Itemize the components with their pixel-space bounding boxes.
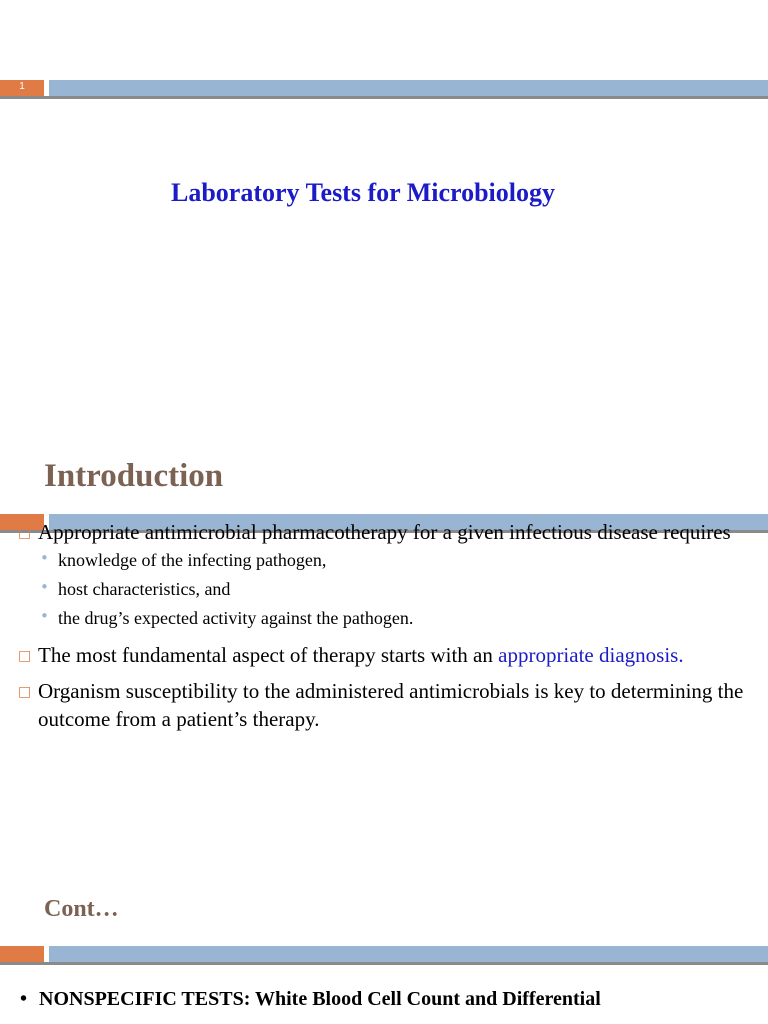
bullet-item xyxy=(0,518,748,546)
bullet-item xyxy=(0,677,748,733)
dot-bullet-icon: • xyxy=(40,607,49,625)
slide3-bar-shadow xyxy=(0,962,768,965)
header-bar-shadow xyxy=(0,96,768,99)
bullet-dot-icon: • xyxy=(20,988,28,1010)
dot-bullet-icon: • xyxy=(40,578,49,596)
sub-bullet-item xyxy=(0,575,768,604)
square-bullet-icon: □ xyxy=(18,648,32,664)
slide-number: 1 xyxy=(19,81,25,92)
square-bullet-icon: □ xyxy=(18,525,32,541)
introduction-content xyxy=(0,518,768,733)
introduction-heading: Introduction xyxy=(44,458,224,494)
sub-bullet-text: the drug’s expected activity against the pathogen. xyxy=(58,608,414,628)
nonspecific-tests-bullet xyxy=(20,988,601,1011)
sub-bullet-text: host characteristics, and xyxy=(58,579,231,599)
header-bar-blue xyxy=(49,80,768,96)
bullet-text: Appropriate antimicrobial pharmacotherapy for a given infectious disease requires xyxy=(38,520,731,544)
slide3-bar-blue xyxy=(49,946,768,962)
bullet-text: Organism susceptibility to the administered antimicrobials is key to determining the outcome from a patient’s therapy. xyxy=(38,679,744,731)
sub-bullet-item xyxy=(0,604,768,633)
square-bullet-icon: □ xyxy=(18,684,32,700)
bullet-item xyxy=(0,641,748,669)
dot-bullet-icon: • xyxy=(40,549,49,567)
bullet-text: NONSPECIFIC TESTS: White Blood Cell Count and Differential xyxy=(39,988,601,1010)
cont-heading: Cont… xyxy=(44,896,119,922)
sub-bullet-text: knowledge of the infecting pathogen, xyxy=(58,550,327,570)
slide1-header-bar xyxy=(0,80,768,96)
bullet-text: The most fundamental aspect of therapy starts with an xyxy=(38,643,499,667)
slide3-header-bar xyxy=(0,946,768,962)
highlighted-text: appropriate diagnosis. xyxy=(498,643,684,667)
slide3-orange-tab xyxy=(0,946,44,962)
slide-title: Laboratory Tests for Microbiology xyxy=(171,178,555,207)
sub-bullet-item xyxy=(0,546,768,575)
